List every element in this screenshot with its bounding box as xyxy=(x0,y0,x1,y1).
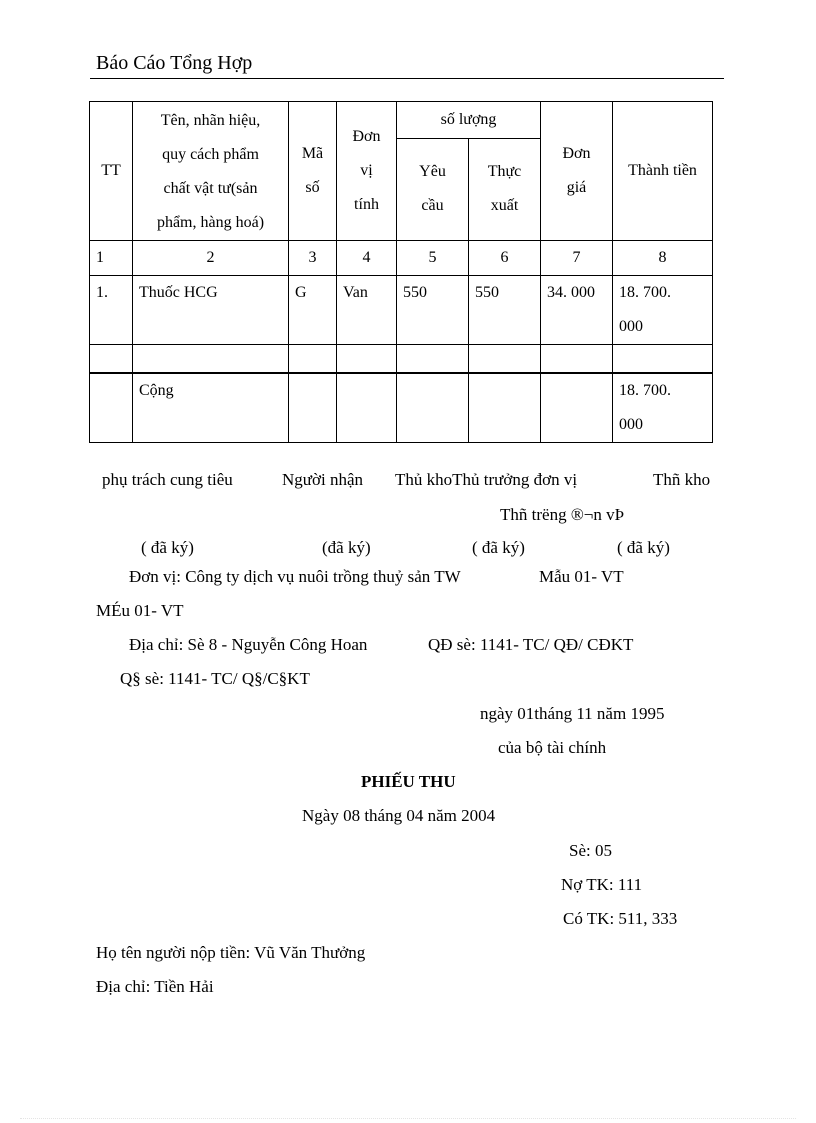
row-unit: Van xyxy=(337,276,397,345)
table-row-empty xyxy=(90,345,713,373)
row-actual: 550 xyxy=(469,276,541,345)
header-requested: Yêu cầu xyxy=(397,138,469,240)
row-amount: 18. 700. 000 xyxy=(613,276,713,345)
sig-storekeeper: Thñ kho xyxy=(653,470,711,489)
col-number: 7 xyxy=(541,241,613,276)
row-tt: 1. xyxy=(90,276,133,345)
col-number: 3 xyxy=(289,241,337,276)
header-quantity: số lượng xyxy=(397,102,541,139)
col-number: 6 xyxy=(469,241,541,276)
page-edge-divider xyxy=(20,1118,796,1119)
table-row xyxy=(90,276,713,345)
sig-storekeeper-head: Thủ khoThủ trưởng đơn vị xyxy=(395,470,578,489)
table-header-row xyxy=(90,102,713,139)
header-name: Tên, nhãn hiệu, quy cách phẩm chất vật tư(sản phẩm, hàng hoá) xyxy=(133,102,289,241)
materials-table xyxy=(89,101,713,443)
header-actual: Thực xuất xyxy=(469,138,541,240)
receipt-debit: Nợ TK: 111 xyxy=(561,875,643,894)
header-divider xyxy=(90,78,724,79)
report-title: Báo Cáo Tổng Hợp xyxy=(96,52,253,74)
total-row xyxy=(90,373,713,443)
row-code: G xyxy=(289,276,337,345)
header-unit: Đơn vị tính xyxy=(337,102,397,241)
receipt-title: PHIẾU THU xyxy=(361,772,456,791)
column-number-row xyxy=(90,241,713,276)
sig-head-garbled: Thñ trëng ®¬n vÞ xyxy=(500,505,625,524)
signed-2: (đã ký) xyxy=(322,538,371,557)
header-amount: Thành tiền xyxy=(613,102,713,241)
total-amount: 18. 700. 000 xyxy=(613,373,713,443)
unit-label: Đơn vị: Công ty dịch vụ nuôi trồng thuỷ sản TW xyxy=(129,567,461,586)
form-code-alt: MÉu 01- VT xyxy=(96,601,184,620)
row-price: 34. 000 xyxy=(541,276,613,345)
receipt-payer: Họ tên người nộp tiền: Vũ Văn Thưởng xyxy=(96,943,366,962)
header-tt: TT xyxy=(90,102,133,241)
decision-number-alt: Q§ sè: 1141- TC/ Q§/C§KT xyxy=(120,669,310,688)
ministry: của bộ tài chính xyxy=(498,738,607,757)
receipt-date: Ngày 08 tháng 04 năm 2004 xyxy=(302,806,496,825)
col-number: 8 xyxy=(613,241,713,276)
col-number: 1 xyxy=(90,241,133,276)
header-price: Đơn giá xyxy=(541,102,613,241)
total-label: Cộng xyxy=(133,373,289,443)
unit-address: Địa chỉ: Sè 8 - Nguyễn Công Hoan xyxy=(129,635,368,654)
sig-supply: phụ trách cung tiêu xyxy=(102,470,233,489)
signed-3: ( đã ký) xyxy=(472,538,525,557)
sig-receiver: Người nhận xyxy=(282,470,363,489)
col-number: 2 xyxy=(133,241,289,276)
col-number: 5 xyxy=(397,241,469,276)
header-code: Mã số xyxy=(289,102,337,241)
row-requested: 550 xyxy=(397,276,469,345)
decision-number: QĐ sè: 1141- TC/ QĐ/ CĐKT xyxy=(428,635,634,654)
form-code: Mẫu 01- VT xyxy=(539,567,624,586)
receipt-credit: Có TK: 511, 333 xyxy=(563,909,678,928)
col-number: 4 xyxy=(337,241,397,276)
receipt-number: Sè: 05 xyxy=(569,841,612,860)
decision-date: ngày 01tháng 11 năm 1995 xyxy=(480,704,665,723)
signed-1: ( đã ký) xyxy=(141,538,194,557)
row-name: Thuốc HCG xyxy=(133,276,289,345)
signed-4: ( đã ký) xyxy=(617,538,670,557)
receipt-address: Địa chỉ: Tiền Hải xyxy=(96,977,214,996)
